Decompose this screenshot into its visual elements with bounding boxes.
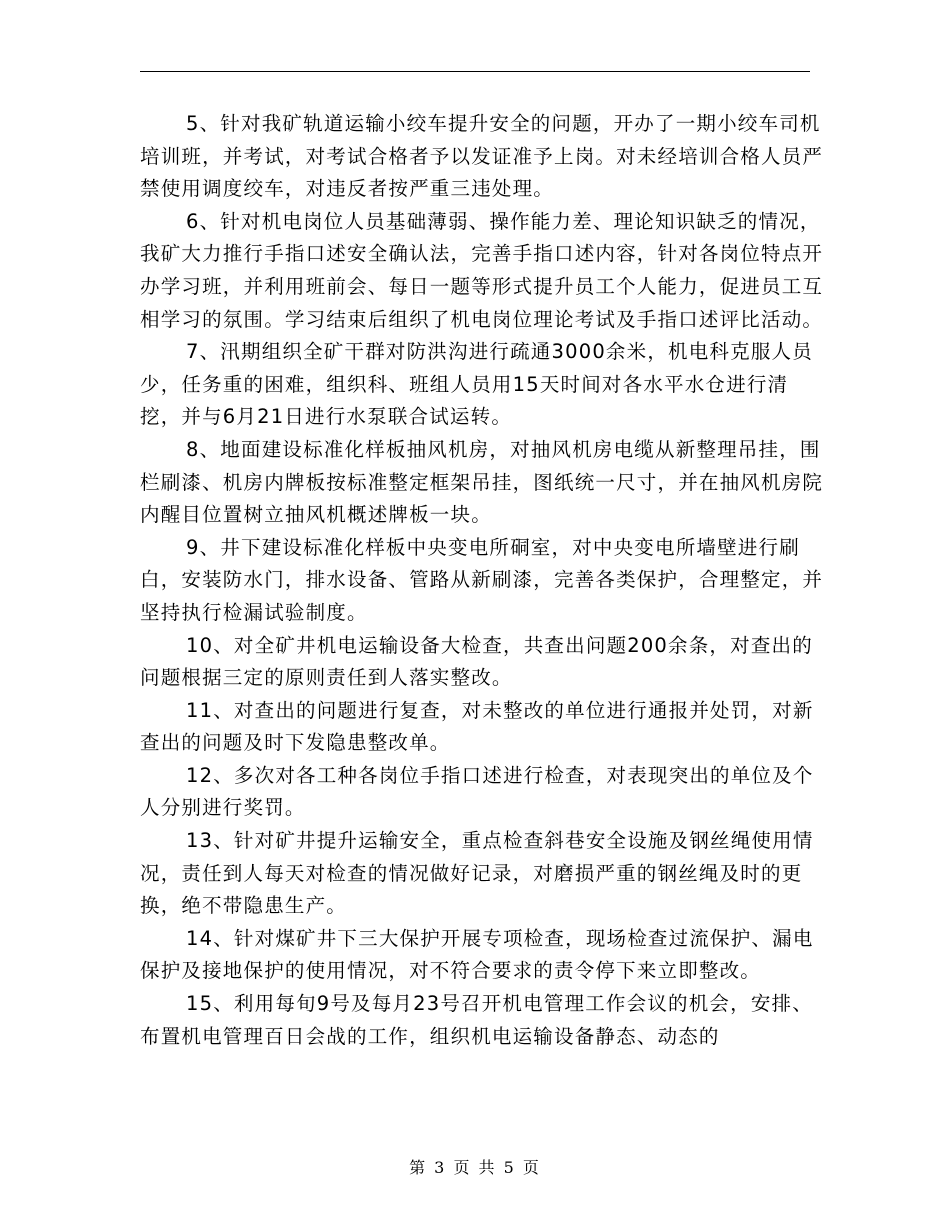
- paragraph-item-8: 8、地面建设标准化样板抽风机房，对抽风机房电缆从新整理吊挂，围栏刷漆、机房内牌板按标准整定框架吊挂，图纸统一尺寸，并在抽风机房院内醒目位置树立抽风机概述牌板一块。: [140, 437, 824, 527]
- paragraph-item-13: 13、针对矿井提升运输安全，重点检查斜巷安全设施及钢丝绳使用情况，责任到人每天对检查的情况做好记录，对磨损严重的钢丝绳及时的更换，绝不带隐患生产。: [140, 829, 814, 918]
- paragraph-item-9: 9、井下建设标准化样板中央变电所硐室，对中央变电所墙壁进行刷白，安装防水门，排水设备、管路从新刷漆，完善各类保护，合理整定，并坚持执行检漏试验制度。: [140, 535, 824, 624]
- paragraph-item-14: 14、针对煤矿井下三大保护开展专项检查，现场检查过流保护、漏电保护及接地保护的使用情况，对不符合要求的责令停下来立即整改。: [140, 926, 814, 983]
- paragraph-item-7: 7、汛期组织全矿干群对防洪沟进行疏通3000余米，机电科克服人员少，任务重的困难，组织科、班组人员用15天时间对各水平水仓进行清挖，并与6月21日进行水泵联合试运转。: [140, 340, 813, 429]
- page-number-footer: 第 3 页 共 5 页: [409, 1158, 541, 1177]
- paragraph-item-10: 10、对全矿井机电运输设备大检查，共查出问题200余条，对查出的问题根据三定的原则责任到人落实整改。: [140, 633, 813, 690]
- paragraph-item-15: 15、利用每旬9号及每月23号召开机电管理工作会议的机会，安排、布置机电管理百日会战的工作，组织机电运输设备静态、动态的: [140, 992, 813, 1048]
- body-text: [140, 108, 825, 1053]
- header-rule: [140, 71, 810, 72]
- paragraph-item-11: 11、对查出的问题进行复查，对未整改的单位进行通报并处罚，对新查出的问题及时下发隐患整改单。: [140, 698, 814, 755]
- paragraph-item-12: 12、多次对各工种各岗位手指口述进行检查，对表现突出的单位及个人分别进行奖罚。: [140, 763, 814, 820]
- paragraph-item-6: 6、针对机电岗位人员基础薄弱、操作能力差、理论知识缺乏的情况，我矿大力推行手指口述安全确认法，完善手指口述内容，针对各岗位特点开办学习班，并利用班前会、每日一题等形式提升员工个人能力，促进员工互相学习的氛围。学习结束后组织了机电岗位理论考试及手指口述评比活动。: [140, 209, 824, 331]
- paragraph-item-5: 5、针对我矿轨道运输小绞车提升安全的问题，开办了一期小绞车司机培训班，并考试，对考试合格者予以发证准予上岗。对未经培训合格人员严禁使用调度绞车，对违反者按严重三违处理。: [140, 112, 824, 201]
